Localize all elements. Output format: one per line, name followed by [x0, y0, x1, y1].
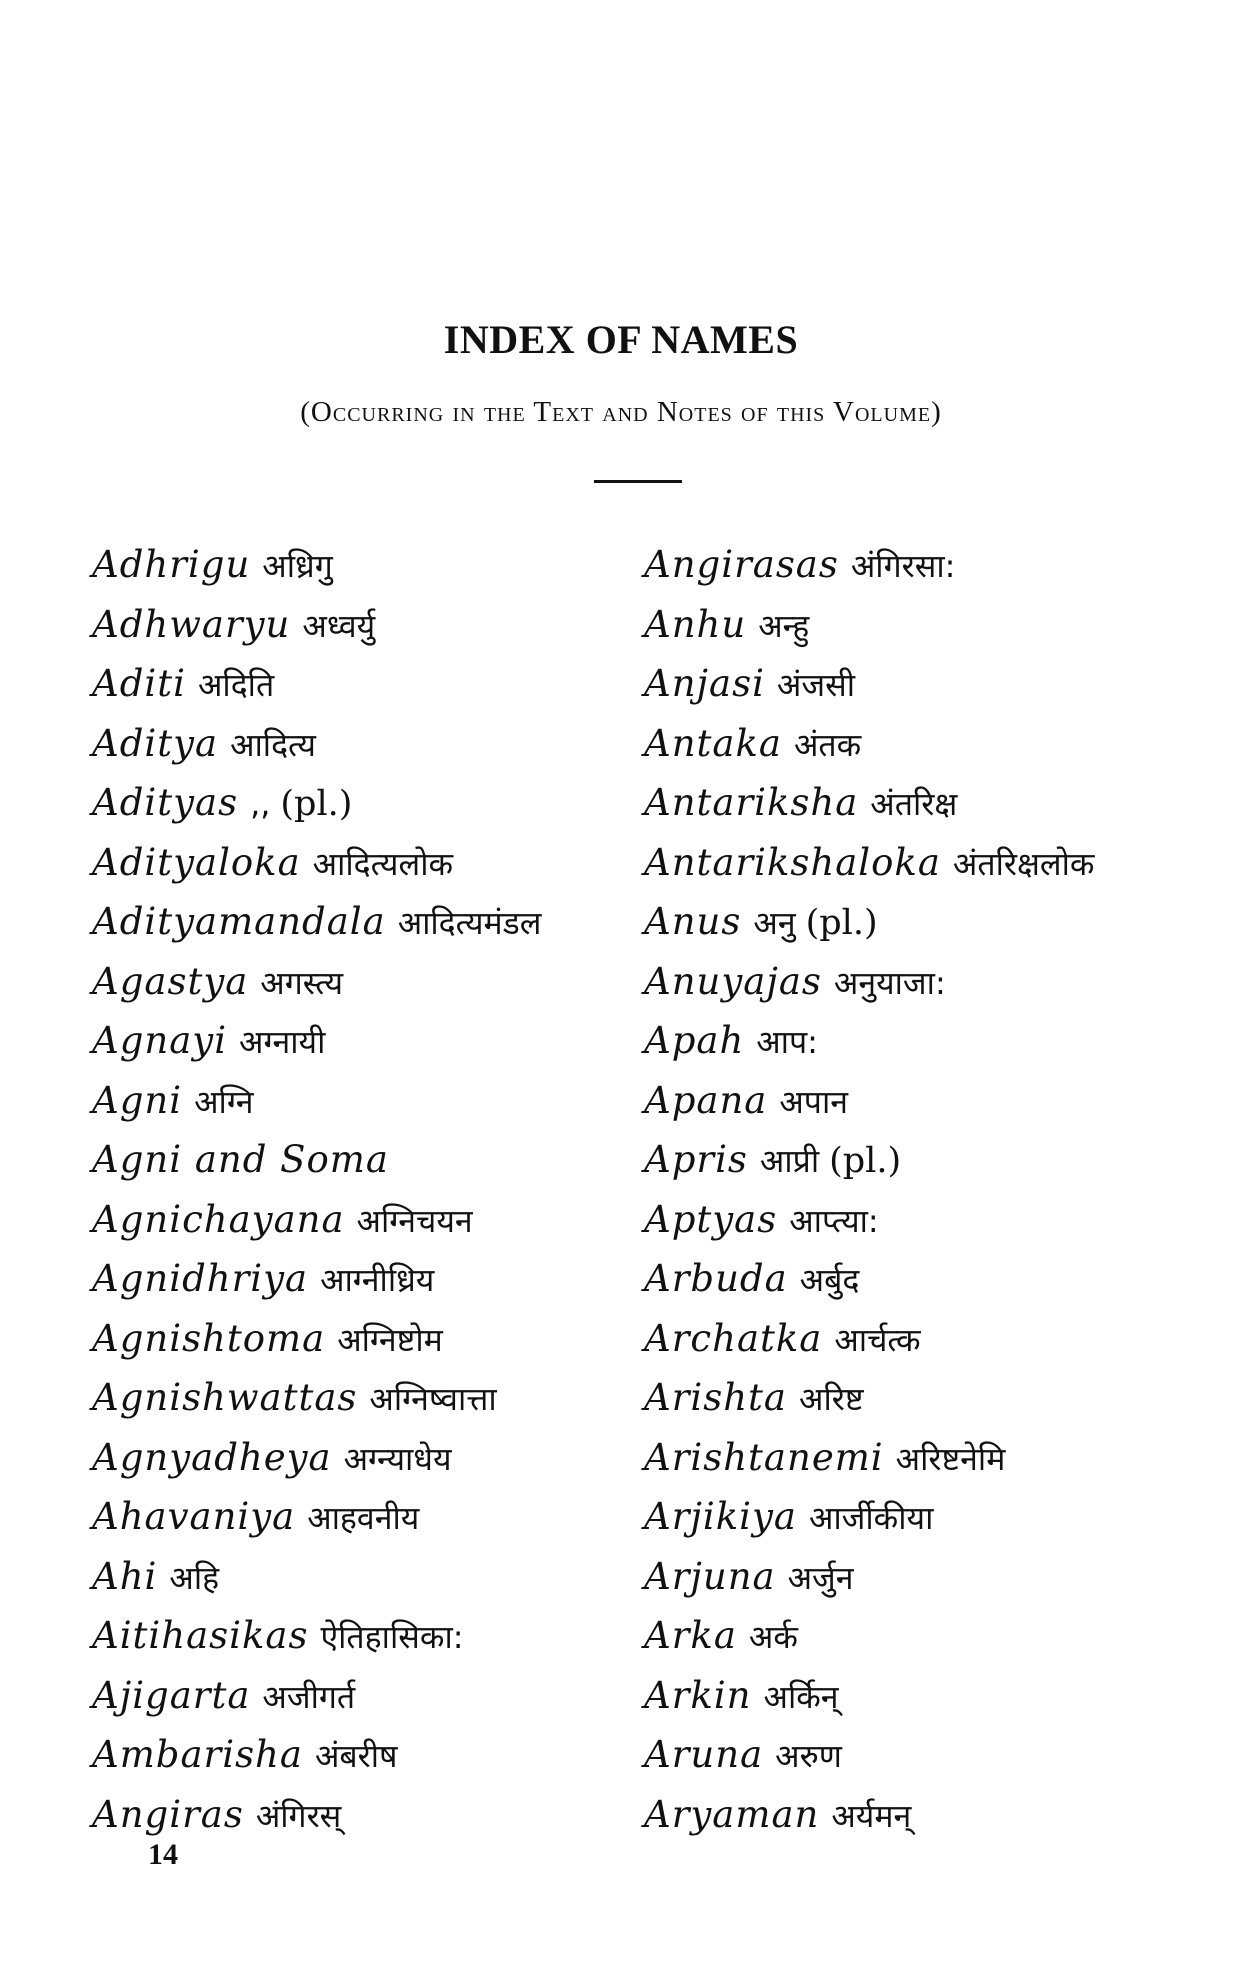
entry-devanagari: आहवनीय	[307, 1499, 420, 1537]
entry-devanagari: अनुयाजा:	[833, 963, 946, 1002]
index-entry	[644, 833, 1204, 893]
entry-name: Aptyas	[644, 1197, 778, 1241]
entry-name: Anjasi	[644, 662, 765, 705]
index-entry	[92, 1785, 652, 1845]
entry-name: Antariksha	[644, 781, 859, 824]
entry-name: Antaka	[644, 721, 782, 765]
entry-name: Aitihasikas	[92, 1614, 309, 1657]
entry-name: Antarikshaloka	[644, 840, 941, 884]
title-divider	[594, 480, 682, 483]
entry-devanagari: अंतक	[793, 725, 862, 764]
entry-devanagari: आप्री	[759, 1142, 820, 1180]
entry-name: Arishta	[644, 1376, 787, 1419]
entry-devanagari: अंतरिक्षलोक	[952, 844, 1095, 883]
entry-name: Anuyajas	[644, 959, 822, 1003]
entry-name: Adityamandala	[92, 900, 386, 943]
entry-devanagari: आर्जीकीया	[808, 1499, 934, 1537]
entry-name: Arjuna	[644, 1554, 776, 1598]
index-entry	[92, 1130, 652, 1190]
entry-devanagari: अर्क	[748, 1618, 798, 1656]
entry-devanagari: अध्रिगु	[262, 547, 333, 585]
index-entry	[92, 1368, 652, 1428]
index-entry	[644, 535, 1204, 595]
index-entry	[92, 952, 652, 1012]
index-entry	[644, 1130, 1204, 1190]
entry-name: Aruna	[644, 1733, 764, 1776]
index-entry	[644, 714, 1204, 774]
entry-note: (pl.)	[280, 784, 353, 824]
entry-devanagari: अर्यमन्	[831, 1796, 912, 1835]
index-entry	[92, 773, 652, 833]
entry-name: Anus	[644, 900, 742, 943]
entry-name: Anhu	[644, 602, 747, 646]
index-entry	[644, 1011, 1204, 1071]
entry-devanagari: अंगिरस्	[255, 1796, 342, 1835]
entry-devanagari: अजीगर्त	[262, 1677, 356, 1716]
entry-devanagari: ऐतिहासिका:	[320, 1618, 464, 1656]
entry-devanagari: अध्वर्यु	[302, 606, 376, 645]
entry-devanagari: अर्बुद	[799, 1261, 860, 1299]
entry-name: Apris	[644, 1138, 748, 1181]
entry-devanagari: अंगिरसा:	[850, 547, 956, 585]
index-entry	[644, 1785, 1204, 1845]
entry-devanagari: अपान	[779, 1082, 849, 1121]
index-entry	[92, 1547, 652, 1607]
page-title: INDEX OF NAMES	[443, 317, 799, 362]
index-entry	[644, 654, 1204, 714]
entry-name: Arkin	[644, 1673, 752, 1717]
index-entry	[644, 1606, 1204, 1666]
entry-devanagari: आग्नीध्रिय	[320, 1261, 435, 1299]
index-entry	[92, 595, 652, 655]
index-entry	[644, 1487, 1204, 1547]
entry-name: Angiras	[92, 1792, 244, 1836]
index-entry	[644, 952, 1204, 1012]
index-entry	[92, 892, 652, 952]
entry-devanagari: अग्नायी	[239, 1023, 326, 1061]
entry-devanagari: अहि	[169, 1558, 220, 1597]
entry-devanagari: अग्निष्टोम	[337, 1320, 443, 1359]
entry-devanagari: अग्नि	[194, 1082, 254, 1121]
index-column-left	[92, 535, 652, 1844]
index-entry	[644, 892, 1204, 952]
index-entry	[92, 1428, 652, 1488]
index-entry	[92, 654, 652, 714]
entry-name: Adityas	[92, 781, 239, 824]
index-entry	[92, 1666, 652, 1726]
entry-devanagari: अंजसी	[776, 666, 856, 704]
entry-devanagari: अदिति	[197, 666, 275, 704]
index-entry	[92, 535, 652, 595]
index-entry	[644, 1547, 1204, 1607]
entry-name: Agni and Soma	[92, 1138, 389, 1181]
index-entry	[644, 1666, 1204, 1726]
entry-devanagari: अंबरीष	[314, 1737, 398, 1775]
index-entry	[644, 1725, 1204, 1785]
entry-name: Ambarisha	[92, 1733, 303, 1776]
entry-name: Agnidhriya	[92, 1257, 309, 1300]
entry-name: Arishtanemi	[644, 1435, 884, 1479]
entry-name: Agnayi	[92, 1019, 228, 1062]
entry-devanagari: आप:	[756, 1023, 818, 1061]
entry-devanagari: आप्त्या:	[789, 1201, 879, 1240]
index-entry	[644, 1190, 1204, 1250]
entry-name: Arjikiya	[644, 1495, 797, 1538]
index-entry	[92, 1725, 652, 1785]
entry-name: Ajigarta	[92, 1673, 251, 1717]
entry-name: Adhrigu	[92, 543, 251, 586]
entry-name: Archatka	[644, 1316, 823, 1360]
entry-devanagari: अन्हु	[758, 606, 810, 645]
entry-devanagari: अर्जुन	[787, 1558, 854, 1597]
entry-devanagari: अगस्त्य	[260, 963, 344, 1002]
entry-note: (pl.)	[829, 1141, 902, 1181]
index-entry	[92, 1606, 652, 1666]
entry-name: Apah	[644, 1019, 745, 1062]
entry-devanagari: अरिष्ट	[799, 1380, 864, 1418]
index-entry	[644, 1428, 1204, 1488]
index-entry	[644, 1309, 1204, 1369]
entry-devanagari: अंतरिक्ष	[870, 785, 958, 823]
entry-name: Adityaloka	[92, 840, 301, 884]
page-subtitle: (Occurring in the Text and Notes of this Volume)	[300, 396, 942, 428]
index-entry	[644, 1368, 1204, 1428]
page-number: 14	[148, 1838, 178, 1871]
entry-devanagari: अरिष्टनेमि	[895, 1439, 1006, 1478]
index-column-right	[644, 535, 1204, 1844]
index-entry	[644, 773, 1204, 833]
index-entry	[92, 714, 652, 774]
index-entry	[92, 1190, 652, 1250]
index-entry	[92, 1309, 652, 1369]
entry-name: Apana	[644, 1078, 768, 1122]
entry-name: Ahavaniya	[92, 1495, 296, 1538]
entry-name: Adhwaryu	[92, 602, 291, 646]
entry-devanagari: अनु	[753, 904, 796, 942]
entry-devanagari: आर्चत्क	[834, 1320, 921, 1359]
entry-name: Aditya	[92, 721, 219, 765]
entry-name: Angirasas	[644, 543, 839, 586]
index-entry	[92, 1071, 652, 1131]
entry-name: Agastya	[92, 959, 249, 1003]
entry-name: Agnichayana	[92, 1197, 345, 1241]
entry-name: Aryaman	[644, 1792, 820, 1836]
index-entry	[644, 1249, 1204, 1309]
index-entry	[644, 595, 1204, 655]
entry-name: Ahi	[92, 1554, 158, 1598]
entry-name: Aditi	[92, 662, 186, 705]
entry-name: Arbuda	[644, 1257, 788, 1300]
entry-note: (pl.)	[805, 903, 878, 943]
entry-devanagari: अग्न्याधेय	[343, 1439, 452, 1478]
index-entry	[92, 1249, 652, 1309]
entry-name: Agni	[92, 1078, 183, 1122]
index-entry	[92, 1011, 652, 1071]
entry-devanagari: आदित्य	[230, 725, 316, 764]
entry-devanagari: अग्निचयन	[356, 1201, 473, 1240]
entry-name: Agnyadheya	[92, 1435, 332, 1479]
entry-devanagari: ,,	[250, 785, 271, 823]
entry-devanagari: अर्किन्	[763, 1677, 839, 1716]
entry-name: Agnishtoma	[92, 1316, 326, 1360]
index-entry	[92, 1487, 652, 1547]
index-entry	[644, 1071, 1204, 1131]
entry-name: Agnishwattas	[92, 1376, 358, 1419]
entry-devanagari: अग्निष्वात्ता	[369, 1380, 497, 1418]
index-entry	[92, 833, 652, 893]
entry-devanagari: आदित्यलोक	[312, 844, 454, 883]
entry-name: Arka	[644, 1614, 737, 1657]
entry-devanagari: अरुण	[775, 1737, 842, 1775]
entry-devanagari: आदित्यमंडल	[397, 904, 542, 942]
